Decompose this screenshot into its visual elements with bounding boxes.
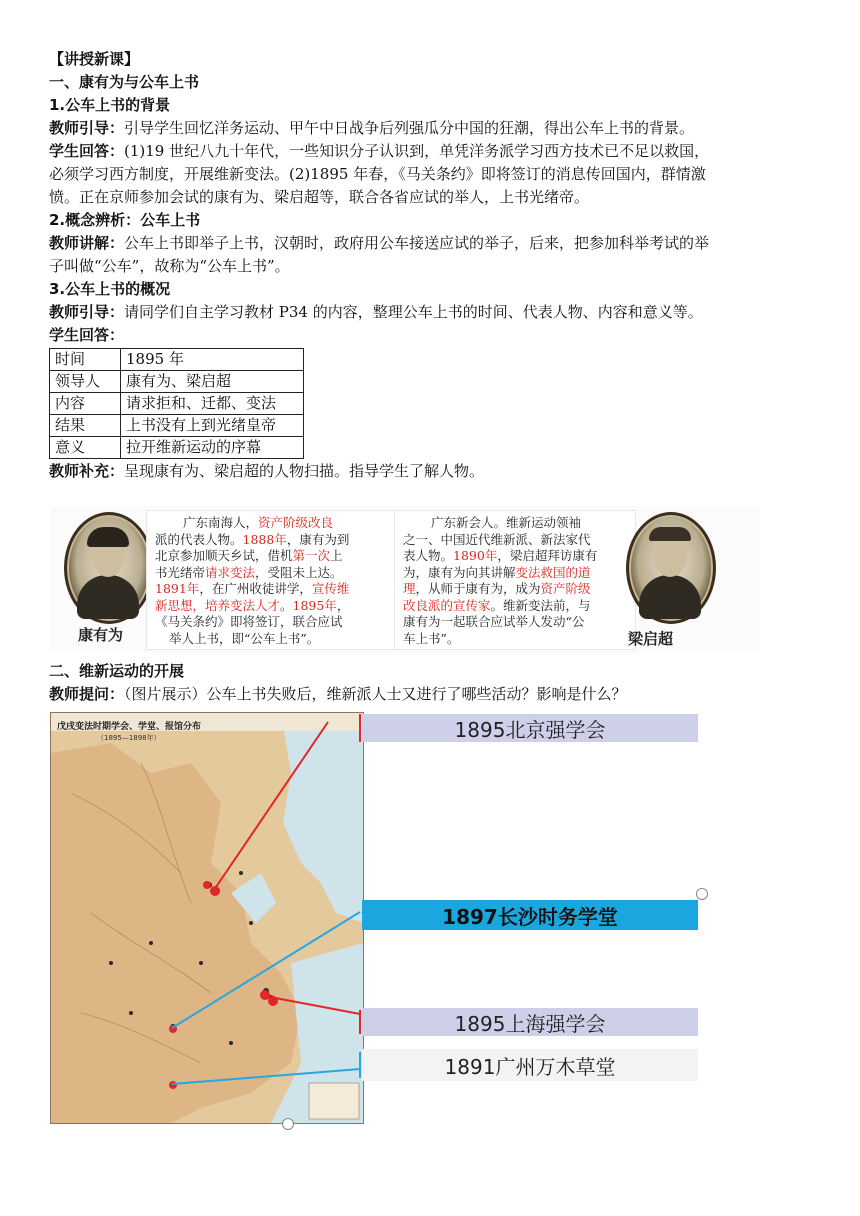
paragraph-student-answer-1 bbox=[49, 140, 819, 163]
resize-handle[interactable] bbox=[282, 1118, 294, 1130]
paragraph-teacher-guide-1 bbox=[49, 117, 819, 140]
map-title: 戊戌变法时期学会、学堂、报馆分布 bbox=[57, 722, 202, 732]
paragraph-text: 呈现康有为、梁启超的人物扫描。指导学生了解人物。 bbox=[124, 462, 485, 480]
kang-youwei-bio-card: 广东南海人，资产阶级改良 派的代表人物。1888年，康有为到 北京参加顺天乡试，借机第一次上 书光绪帝请求变法，受阻未上达。 1891年，在广州收徒讲学，宣传维 新思想，培养变法人才。1895年， 《马关条约》即将签订，联合应试 举人上书，即“公车上书”。 bbox=[146, 510, 396, 650]
section2-title: 二、维新运动的开展 bbox=[49, 662, 185, 680]
paragraph-teacher-supplement bbox=[49, 460, 819, 483]
lesson-heading: 【讲授新课】 bbox=[49, 50, 140, 68]
table-row bbox=[50, 349, 304, 371]
event-bar-shanghai: 1895上海强学会 bbox=[362, 1008, 698, 1036]
speaker-label: 学生回答： bbox=[49, 142, 125, 160]
speaker-label: 教师讲解： bbox=[49, 234, 125, 252]
subheading-overview: 3.公车上书的概况 bbox=[49, 280, 171, 298]
speaker-label: 教师补充： bbox=[49, 462, 125, 480]
reform-map-figure bbox=[50, 712, 704, 1124]
map-subtitle: （1895—1898年） bbox=[97, 734, 161, 742]
event-bar-beijing: 1895北京强学会 bbox=[362, 714, 698, 742]
paragraph-line: 愤。正在京师参加会试的康有为、梁启超等，联合各省应试的举人，上书光绪帝。 bbox=[49, 188, 590, 206]
liang-qichao-portrait bbox=[626, 512, 716, 624]
paragraph-teacher-guide-2 bbox=[49, 301, 819, 324]
table-row bbox=[50, 371, 304, 393]
lesson-document bbox=[49, 48, 819, 483]
speaker-label: 教师引导： bbox=[49, 303, 125, 321]
resize-handle[interactable] bbox=[696, 888, 708, 900]
section2 bbox=[49, 660, 819, 706]
historical-map bbox=[50, 712, 364, 1124]
table-key: 结果 bbox=[50, 415, 121, 437]
subheading-concept: 2.概念辨析：公车上书 bbox=[49, 211, 201, 229]
paragraph-teacher-explain bbox=[49, 232, 819, 255]
table-row bbox=[50, 393, 304, 415]
student-answer-label: 学生回答： bbox=[49, 326, 125, 344]
subheading-background: 1.公车上书的背景 bbox=[49, 96, 171, 114]
paragraph-text: 公车上书即举子上书，汉朝时，政府用公车接送应试的举子，后来，把参加科举考试的举 bbox=[124, 234, 710, 252]
table-row bbox=[50, 415, 304, 437]
portrait-banner bbox=[50, 506, 760, 652]
event-bar-guangzhou: 1891广州万木草堂 bbox=[362, 1049, 698, 1081]
portrait-name-left: 康有为 bbox=[78, 626, 124, 644]
table-key: 领导人 bbox=[50, 371, 121, 393]
paragraph-text: (1)19 世纪八九十年代，一些知识分子认识到，单凭洋务派学习西方技术已不足以救国， bbox=[124, 142, 710, 160]
paragraph-teacher-question bbox=[49, 683, 819, 706]
section1-title: 一、康有为与公车上书 bbox=[49, 73, 200, 91]
table-key: 内容 bbox=[50, 393, 121, 415]
table-value: 康有为、梁启超 bbox=[121, 371, 304, 393]
paragraph-line: 必须学习西方制度，开展维新变法。(2)1895 年春，《马关条约》即将签订的消息传回国内，群情激 bbox=[49, 165, 706, 183]
paragraph-text: 请同学们自主学习教材 P34 的内容，整理公车上书的时间、代表人物、内容和意义等。 bbox=[124, 303, 703, 321]
table-key: 时间 bbox=[50, 349, 121, 371]
summary-table bbox=[49, 348, 304, 459]
map-graphic bbox=[51, 713, 363, 1123]
event-bar-changsha: 1897长沙时务学堂 bbox=[362, 900, 698, 930]
liang-qichao-bio-card: 广东新会人。维新运动领袖 之一、中国近代维新派、新法家代 表人物。1890年，梁启超拜访康有 为，康有为向其讲解变法救国的道 理，从师于康有为，成为资产阶级 改良派的宣传家。维新变法前，与 康有为一起联合应试举人发动“公 车上书”。 bbox=[394, 510, 636, 650]
table-value: 请求拒和、迁都、变法 bbox=[121, 393, 304, 415]
speaker-label: 教师提问： bbox=[49, 685, 125, 703]
speaker-label: 教师引导： bbox=[49, 119, 125, 137]
kang-youwei-portrait bbox=[64, 512, 154, 624]
table-key: 意义 bbox=[50, 437, 121, 459]
paragraph-text: （图片展示）公车上书失败后，维新派人士又进行了哪些活动？影响是什么？ bbox=[124, 685, 627, 703]
portrait-name-right: 梁启超 bbox=[628, 630, 674, 648]
table-value: 上书没有上到光绪皇帝 bbox=[121, 415, 304, 437]
table-value: 1895 年 bbox=[121, 349, 304, 371]
paragraph-line: 子叫做“公车”，故称为“公车上书”。 bbox=[49, 257, 290, 275]
paragraph-text: 引导学生回忆洋务运动、甲午中日战争后列强瓜分中国的狂潮，得出公车上书的背景。 bbox=[124, 119, 695, 137]
table-value: 拉开维新运动的序幕 bbox=[121, 437, 304, 459]
table-row bbox=[50, 437, 304, 459]
